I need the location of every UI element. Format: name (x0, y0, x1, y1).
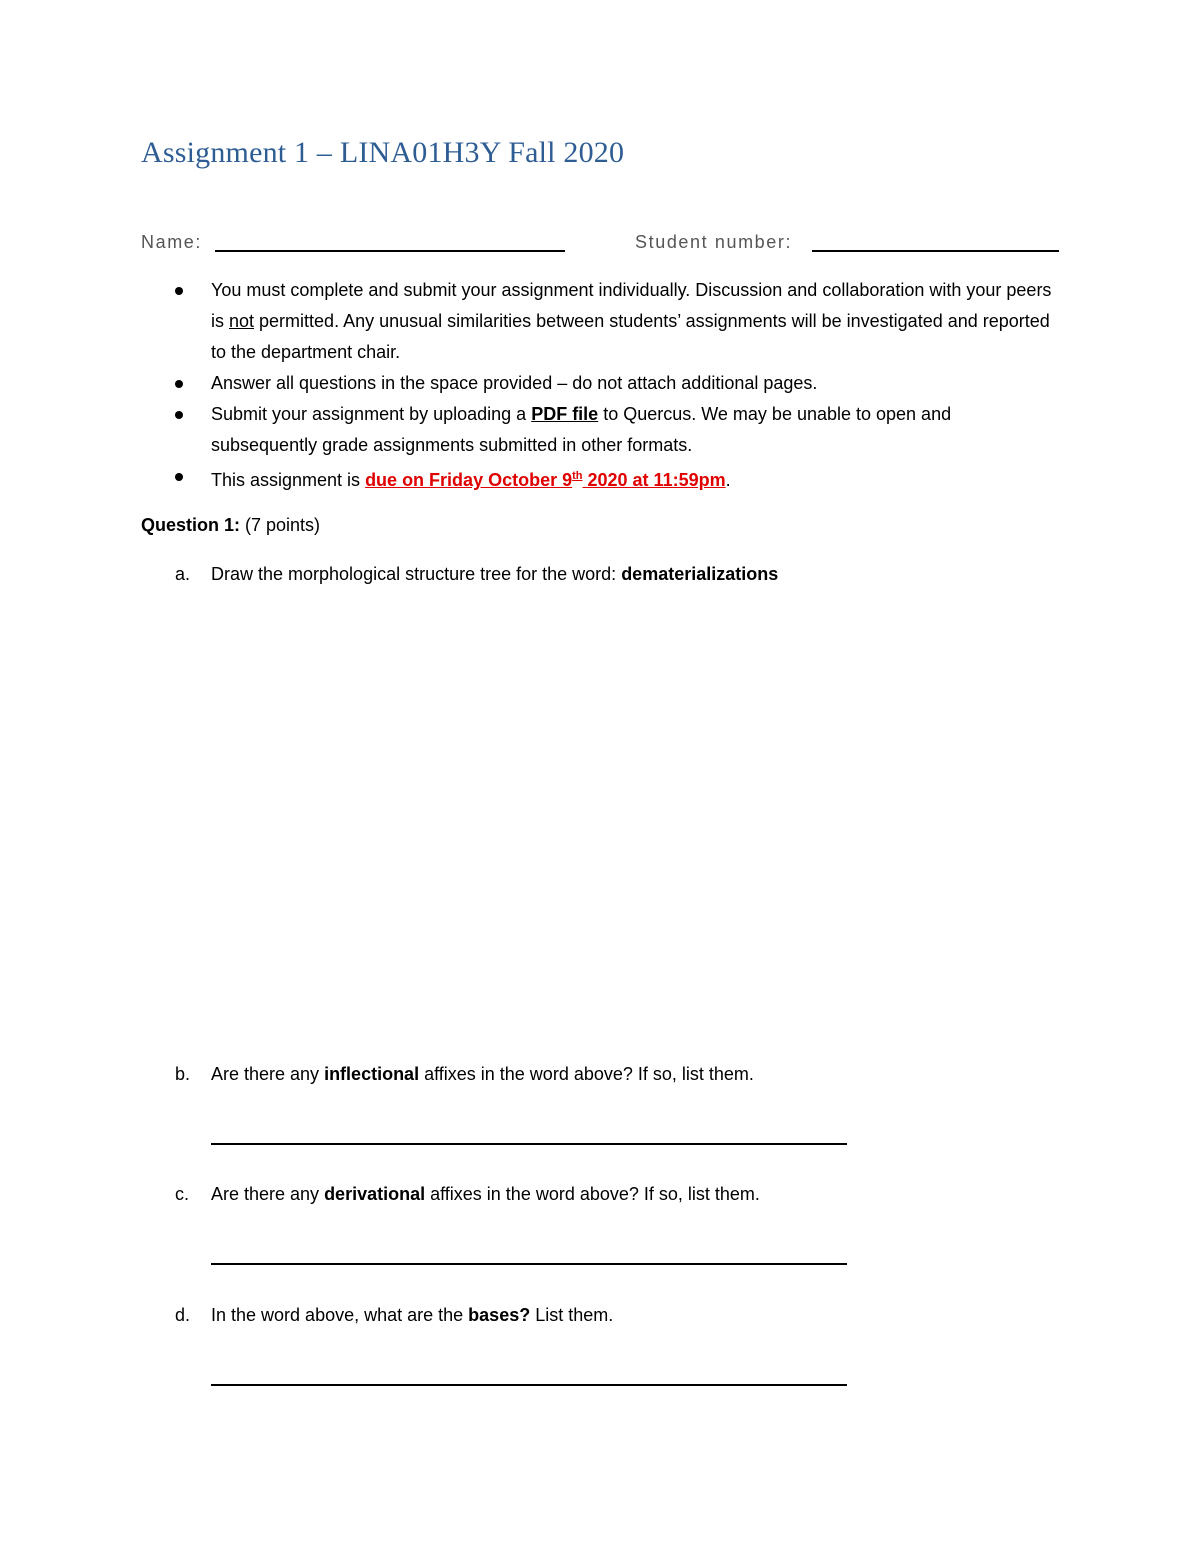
instruction-text: Submit your assignment by uploading a (211, 404, 532, 424)
instruction-text: This assignment is (211, 470, 366, 490)
item-d-post: List them. (530, 1305, 614, 1325)
bullet-icon (175, 380, 183, 388)
item-a-word: dematerializations (621, 564, 779, 584)
instruction-item (141, 368, 1061, 399)
question-points: (7 points) (240, 515, 321, 535)
item-b-post: affixes in the word above? If so, list them. (419, 1064, 754, 1084)
item-b-text (211, 1064, 754, 1085)
bullet-icon (175, 411, 183, 419)
item-b-prompt: Are there any (211, 1064, 325, 1084)
student-number-label: Student number: (635, 232, 793, 252)
item-a-letter: a. (175, 564, 191, 584)
item-b-keyword: inflectional (324, 1064, 420, 1084)
name-field-line[interactable] (215, 250, 565, 252)
item-c-post: affixes in the word above? If so, list them. (425, 1184, 760, 1204)
bullet-icon (175, 287, 183, 295)
instruction-item (141, 275, 1061, 368)
item-d-letter: d. (175, 1305, 191, 1325)
due-date-ordinal: th (572, 470, 583, 482)
emphasis-not: not (229, 311, 255, 331)
item-c-letter: c. (175, 1184, 190, 1204)
question-heading (141, 515, 320, 536)
pdf-file-emphasis: PDF file (531, 404, 599, 424)
item-c-answer-line[interactable] (211, 1263, 847, 1265)
question-label: Question 1: (141, 515, 241, 535)
instruction-text: You must complete and submit your assignment individually. Discussion and collaboration with your peers is (211, 280, 1052, 331)
bullet-icon (175, 473, 183, 481)
instruction-item (141, 461, 1061, 492)
item-d-keyword: bases? (468, 1305, 531, 1325)
student-number-field-line[interactable] (812, 250, 1059, 252)
instruction-text: to Quercus. We may be unable to open and subsequently grade assignments submitted in other formats. (211, 404, 952, 455)
item-a-prompt: Draw the morphological structure tree for the word: (211, 564, 622, 584)
item-b-answer-line[interactable] (211, 1143, 847, 1145)
instruction-text: Answer all questions in the space provided – do not attach additional pages. (211, 373, 818, 393)
document-title: Assignment 1 – LINA01H3Y Fall 2020 (141, 136, 625, 169)
instruction-text: . (725, 470, 731, 490)
instruction-list (141, 275, 1061, 492)
item-a-text (211, 564, 778, 585)
instruction-text: permitted. Any unusual similarities between students’ assignments will be investigated and reported to the department chair. (211, 311, 1050, 362)
due-date: due on Friday October 9 (365, 470, 573, 490)
name-label: Name: (141, 232, 203, 252)
instruction-item (141, 399, 1061, 461)
item-d-answer-line[interactable] (211, 1384, 847, 1386)
item-b-letter: b. (175, 1064, 191, 1084)
item-c-text (211, 1184, 760, 1205)
tree-drawing-area[interactable] (211, 600, 1061, 1040)
item-d-text (211, 1305, 613, 1326)
item-d-prompt: In the word above, what are the (211, 1305, 469, 1325)
due-date-time: 2020 at 11:59pm (582, 470, 726, 490)
item-c-keyword: derivational (324, 1184, 426, 1204)
item-c-prompt: Are there any (211, 1184, 325, 1204)
